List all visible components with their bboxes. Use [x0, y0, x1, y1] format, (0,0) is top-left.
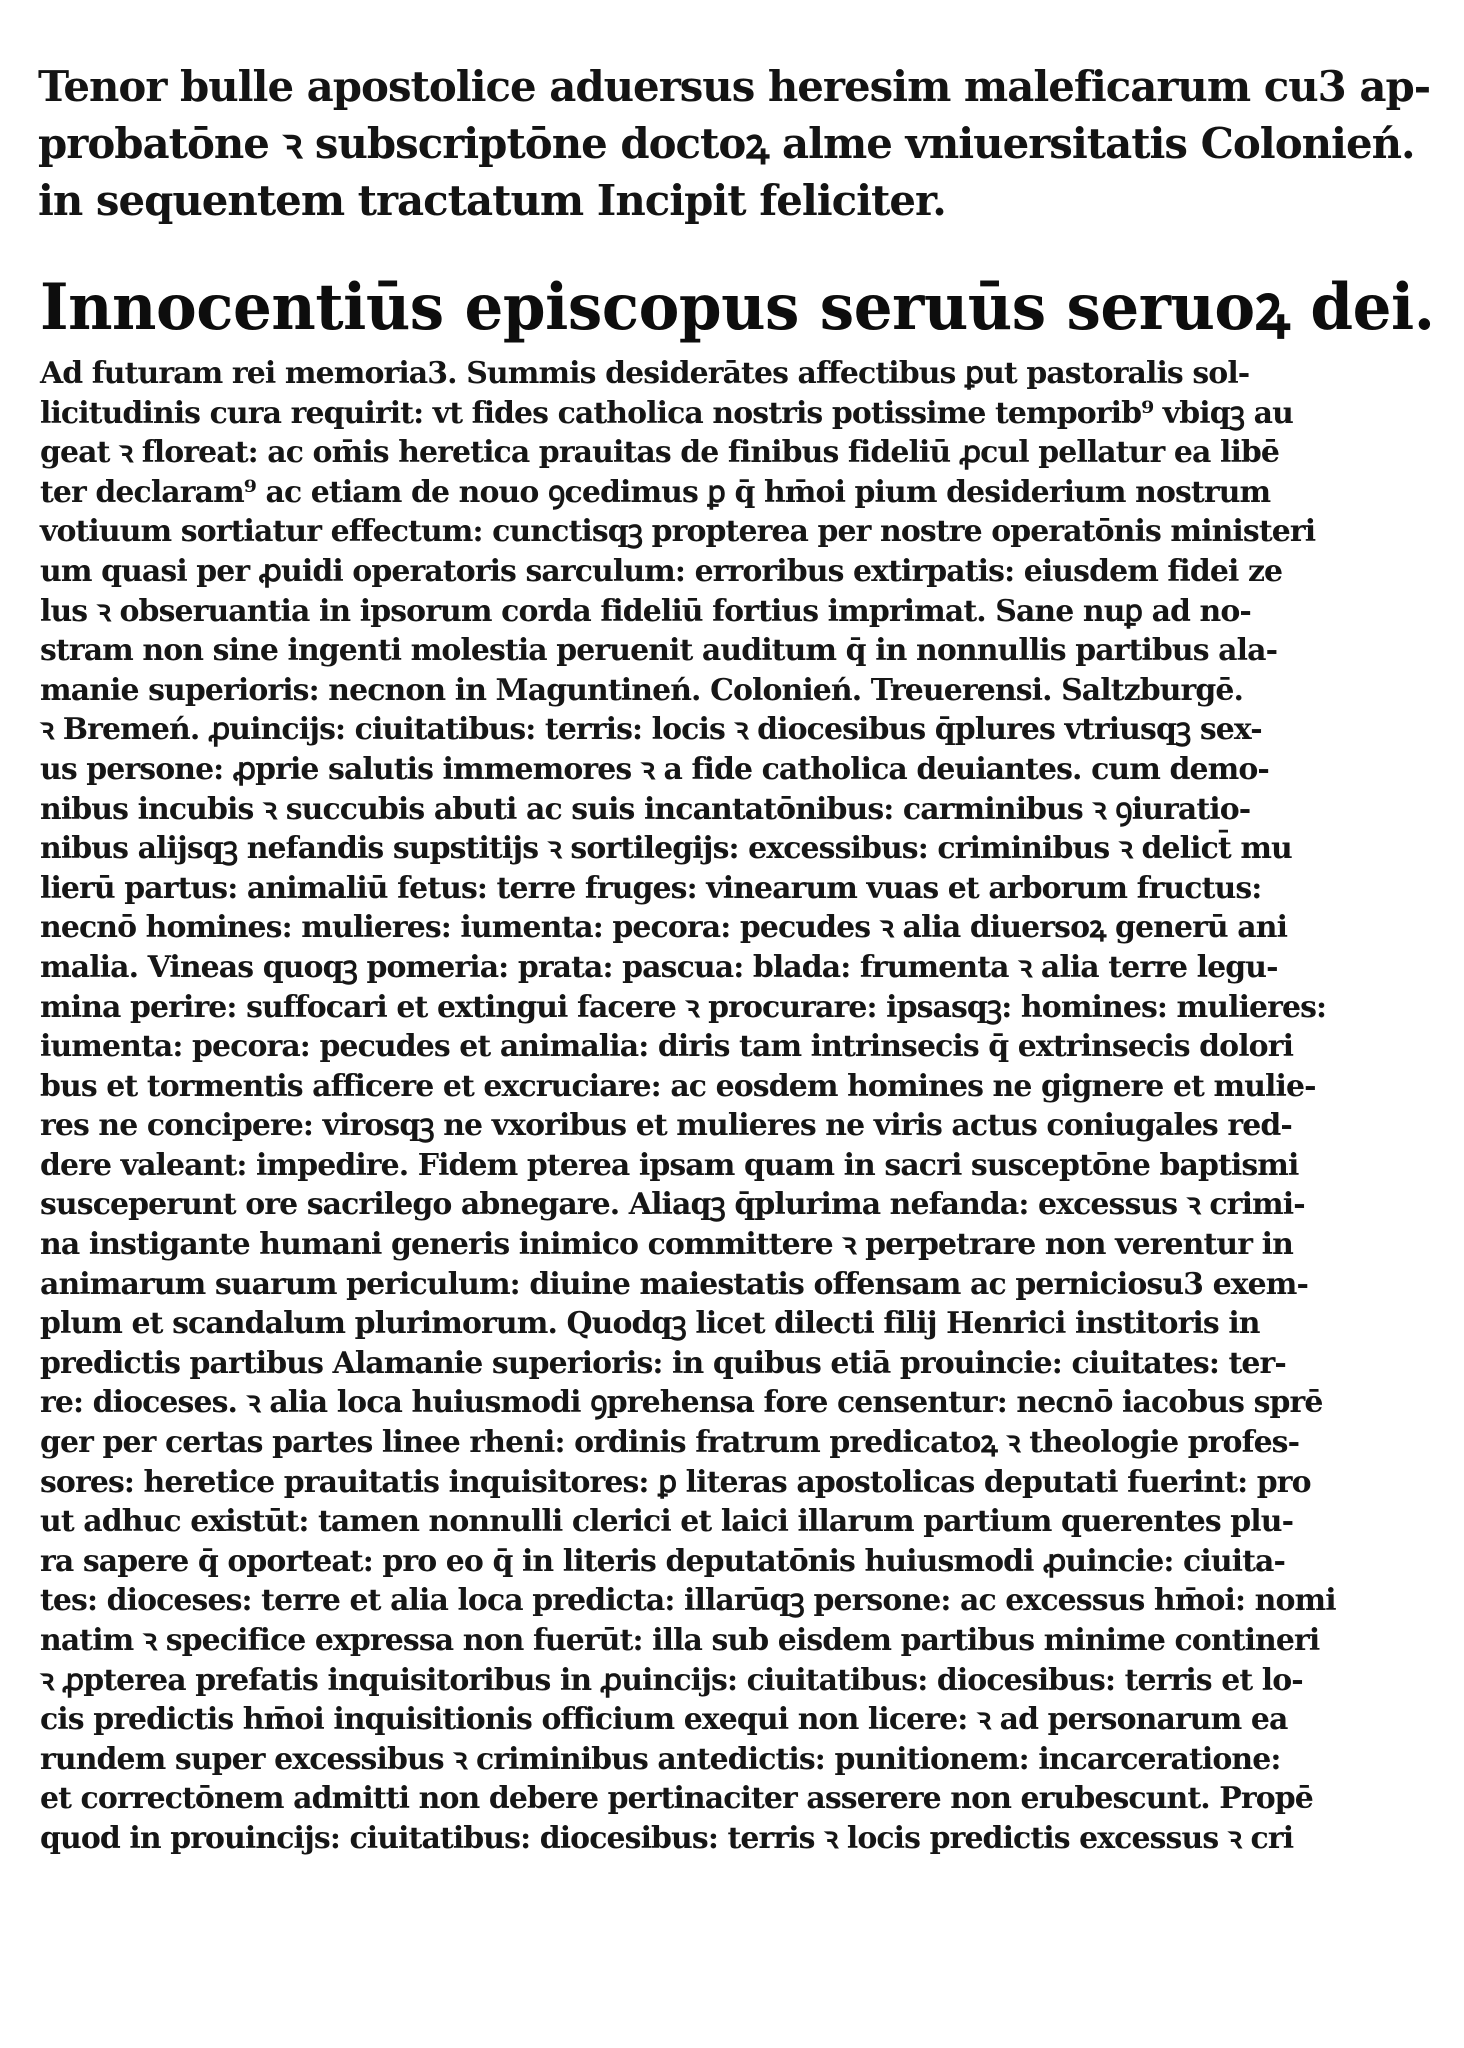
body-line: lierū partus: animaliū fetus: terre fruges: vinearum vuas et arborum fructus:: [40, 870, 1262, 906]
body-line: sores: heretice prauitatis inquisitores: ꝑ literas apostolicas deputati fuerint: pro: [40, 1464, 1311, 1500]
body-line: dere valeant: impedire. Fidem pterea ipsam quam in sacri susceptōne baptismi: [40, 1147, 1299, 1183]
body-line: ger per certas partes linee rheni: ordinis fratrum predicatoꝝ ꝛ theologie profes-: [40, 1425, 1300, 1461]
body-line: stram non sine ingenti molestia peruenit auditum q̄ in nonnullis partibus ala-: [40, 633, 1278, 669]
body-line: susceperunt ore sacrilego abnegare. Aliaqꝫ q̄plurima nefanda: excessus ꝛ crimi-: [40, 1187, 1305, 1223]
body-line: rundem super excessibus ꝛ criminibus antedictis: punitionem: incarceratione:: [40, 1741, 1281, 1777]
body-line: nibus alijsqꝫ nefandis supstitijs ꝛ sortilegijs: excessibus: criminibus ꝛ delict̄ mu: [40, 831, 1292, 867]
body-line: iumenta: pecora: pecudes et animalia: diris tam intrinsecis q̄ extrinsecis dolori: [40, 1029, 1294, 1065]
body-line: ut adhuc existūt: tamen nonnulli clerici et laici illarum partium querentes plu-: [40, 1504, 1294, 1540]
body-line: ꝛ Bremeń. ꝓuincijs: ciuitatibus: terris: locis ꝛ diocesibus q̄plures vtriusqꝫ sex-: [40, 712, 1262, 748]
body-line: animarum suarum periculum: diuine maiestatis offensam ac perniciosu3 exem-: [40, 1266, 1308, 1302]
body-line: tes: dioceses: terre et alia loca predicta: illarūqꝫ persone: ac excessus hm̄oi: nomi: [40, 1583, 1336, 1619]
body-line: quod in prouincijs: ciuitatibus: diocesibus: terris ꝛ locis predictis excessus ꝛ cri: [40, 1820, 1294, 1856]
body-line: lus ꝛ obseruantia in ipsorum corda fideliū fortius imprimat. Sane nuꝑ ad no-: [40, 593, 1251, 629]
body-line: cis predictis hm̄oi inquisitionis officium exequi non licere: ꝛ ad personarum ea: [40, 1702, 1288, 1738]
body-line: natim ꝛ specifice expressa non fuerūt: illa sub eisdem partibus minime contineri: [40, 1623, 1320, 1658]
body-line: votiuum sortiatur effectum: cunctisqꝫ propterea per nostre operatōnis ministeri: [40, 514, 1316, 550]
body-line: na instigante humani generis inimico committere ꝛ perpetrare non verentur in: [40, 1227, 1293, 1263]
body-line: um quasi per ꝓuidi operatoris sarculum: erroribus extirpatis: eiusdem fidei ze: [40, 553, 1283, 589]
document-body: [40, 354, 1440, 1859]
body-line: ter declaram⁹ ac etiam de nouo ꝯcedimus ꝑ q̄ hm̄oi pium desiderium nostrum: [40, 474, 1271, 510]
body-line: necnō homines: mulieres: iumenta: pecora: pecudes ꝛ alia diuersoꝝ generū ani: [40, 910, 1288, 946]
document-title: Innocentiūs episcopus seruūs seruoꝝ dei.: [40, 270, 1435, 345]
body-line: us persone: ꝓprie salutis immemores ꝛ a fide catholica deuiantes. cum demo-: [40, 751, 1269, 787]
document-heading: [38, 58, 1438, 229]
body-line: geat ꝛ floreat: ac om̄is heretica prauitas de finibus fideliū ꝓcul pellatur ea libē: [40, 435, 1280, 471]
heading-line: in sequentem tractatum Incipit feliciter.: [38, 176, 946, 225]
body-line: mina perire: suffocari et extingui facere ꝛ procurare: ipsasqꝫ: homines: mulieres:: [40, 989, 1327, 1025]
body-line: bus et tormentis afficere et excruciare: ac eosdem homines ne gignere et mulie-: [40, 1068, 1316, 1104]
body-line: predictis partibus Alamanie superioris: in quibus etiā prouincie: ciuitates: ter-: [40, 1345, 1286, 1381]
heading-line: probatōne ꝛ subscriptōne doctoꝝ alme vniuersitatis Colonień.: [38, 119, 1415, 168]
body-line: nibus incubis ꝛ succubis abuti ac suis incantatōnibus: carminibus ꝛ ꝯiuratio-: [40, 791, 1251, 827]
body-line: manie superioris: necnon in Maguntineń. Colonień. Treuerensi. Saltzburgē.: [40, 672, 1244, 708]
body-line: ra sapere q̄ oporteat: pro eo q̄ in literis deputatōnis huiusmodi ꝓuincie: ciuita-: [40, 1543, 1286, 1579]
body-line: ꝛ ꝓpterea prefatis inquisitoribus in ꝓuincijs: ciuitatibus: diocesibus: terris et lo-: [40, 1662, 1303, 1698]
body-line: malia. Vineas quoqꝫ pomeria: prata: pascua: blada: frumenta ꝛ alia terre legu-: [40, 949, 1278, 985]
body-line: et correctōnem admitti non debere pertinaciter asserere non erubescunt. Propē: [40, 1781, 1313, 1817]
body-line: re: dioceses. ꝛ alia loca huiusmodi ꝯprehensa fore censentur: necnō iacobus sprē: [40, 1385, 1323, 1421]
body-line: Ad futuram rei memoria3. Summis desiderātes affectibus ꝑut pastoralis sol-: [40, 356, 1250, 391]
heading-line: Tenor bulle apostolice aduersus heresim maleficarum cu3 ap-: [38, 62, 1431, 111]
body-line: licitudinis cura requirit: vt fides catholica nostris potissime temporib⁹ vbiqꝫ au: [40, 395, 1293, 431]
body-line: plum et scandalum plurimorum. Quodqꝫ licet dilecti filij Henrici institoris in: [40, 1306, 1260, 1342]
body-line: res ne concipere: virosqꝫ ne vxoribus et mulieres ne viris actus coniugales red-: [40, 1108, 1292, 1144]
